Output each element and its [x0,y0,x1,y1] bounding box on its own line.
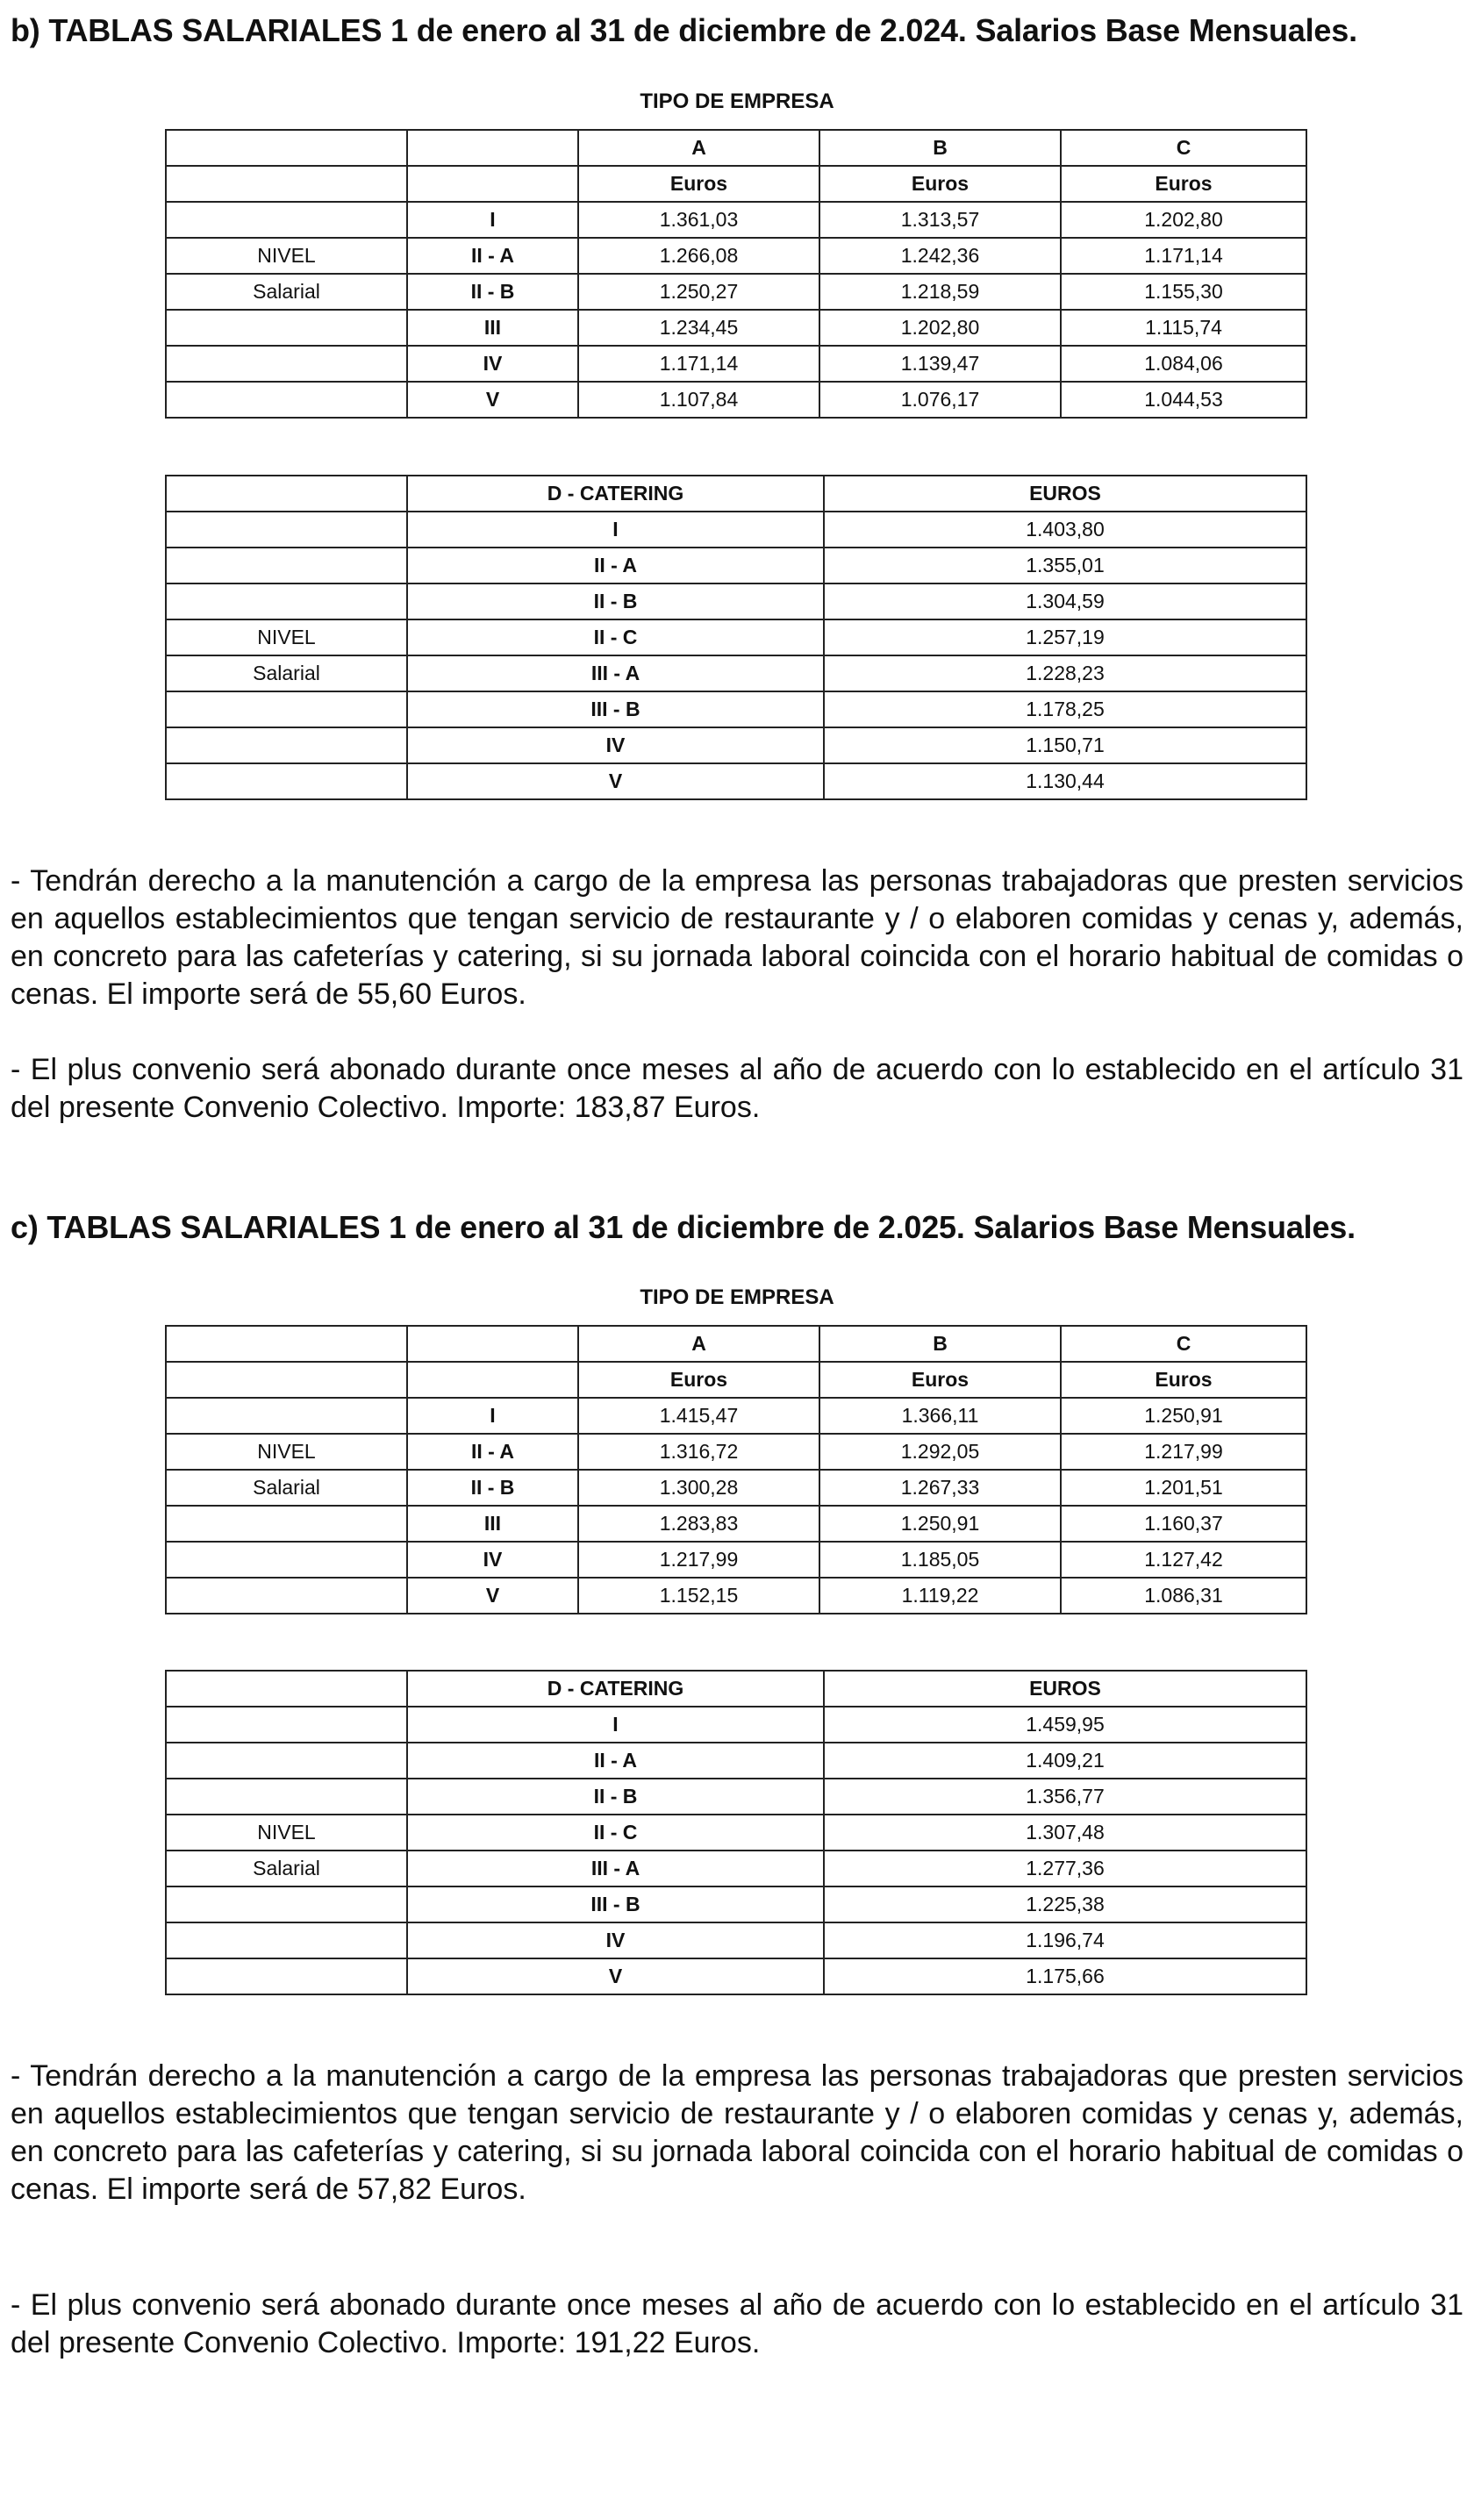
value-cell: 1.277,36 [824,1851,1306,1886]
table-row [166,274,1306,310]
value-cell: 1.127,42 [1061,1542,1306,1578]
level-cell: V [407,763,824,799]
level-cell: I [407,1398,578,1434]
table-row [166,727,1306,763]
value-cell: 1.217,99 [578,1542,819,1578]
value-cell: 1.283,83 [578,1506,819,1542]
row-label: Salarial [166,1851,407,1886]
value-cell: 1.171,14 [1061,238,1306,274]
table-row [166,1506,1306,1542]
row-label [166,1542,407,1578]
value-cell: 1.267,33 [819,1470,1061,1506]
level-cell: I [407,1707,824,1743]
table-row [166,583,1306,619]
section-c-tipo-empresa: TIPO DE EMPRESA [640,1285,834,1309]
empty-cell [166,1326,407,1362]
table-row [166,1398,1306,1434]
level-cell: IV [407,1542,578,1578]
level-cell: III - A [407,1851,824,1886]
row-label [166,727,407,763]
column-header: A [578,1326,819,1362]
value-cell: 1.218,59 [819,274,1061,310]
level-cell: II - C [407,619,824,655]
unit-header: Euros [1061,166,1306,202]
value-cell: 1.361,03 [578,202,819,238]
table-row [166,1743,1306,1779]
table-row [166,1779,1306,1815]
row-label [166,382,407,418]
row-label [166,1506,407,1542]
row-label [166,1922,407,1958]
value-cell: 1.130,44 [824,763,1306,799]
value-cell: 1.356,77 [824,1779,1306,1815]
section-c-table-abc [165,1325,1307,1614]
level-cell: IV [407,346,578,382]
value-cell: 1.152,15 [578,1578,819,1614]
section-b-manutencion-paragraph: - Tendrán derecho a la manutención a cargo de la empresa las personas trabajadoras que presten servicios en aquellos establecimientos que tengan servicio de restaurante y / o elaboren comidas y cenas y, además, en concreto para las cafeterías y catering, si su jornada laboral coincida con el horario habitual de comidas o cenas. El importe será de 55,60 Euros. [11,864,1463,1011]
value-cell: 1.307,48 [824,1815,1306,1851]
level-cell: II - B [407,1470,578,1506]
table-header-row [166,1326,1306,1362]
row-label: Salarial [166,274,407,310]
row-label [166,548,407,583]
table-row [166,691,1306,727]
value-cell: 1.160,37 [1061,1506,1306,1542]
row-label: NIVEL [166,619,407,655]
level-cell: II - B [407,583,824,619]
row-label [166,1707,407,1743]
value-cell: 1.201,51 [1061,1470,1306,1506]
unit-header: Euros [819,1362,1061,1398]
level-cell: II - B [407,1779,824,1815]
value-cell: 1.415,47 [578,1398,819,1434]
row-label: Salarial [166,1470,407,1506]
section-b-tipo-empresa: TIPO DE EMPRESA [640,89,834,113]
value-cell: 1.119,22 [819,1578,1061,1614]
value-cell: 1.202,80 [1061,202,1306,238]
table-row [166,1434,1306,1470]
table-header-row [166,130,1306,166]
empty-cell [407,1362,578,1398]
column-header: B [819,130,1061,166]
section-b-table-catering [165,475,1307,800]
table-row [166,202,1306,238]
value-cell: 1.139,47 [819,346,1061,382]
empty-cell [407,166,578,202]
empty-cell [407,130,578,166]
section-c-manutencion-paragraph: - Tendrán derecho a la manutención a cargo de la empresa las personas trabajadoras que presten servicios en aquellos establecimientos que tengan servicio de restaurante y / o elaboren comidas y cenas y, además, en concreto para las cafeterías y catering, si su jornada laboral coincida con el horario habitual de comidas o cenas. El importe será de 57,82 Euros. [11,2059,1463,2206]
table-row [166,1542,1306,1578]
level-cell: II - A [407,1743,824,1779]
column-header: C [1061,130,1306,166]
section-c-plus-paragraph: - El plus convenio será abonado durante once meses al año de acuerdo con lo establecido en el artículo 31 del presente Convenio Colectivo. Importe: 191,22 Euros. [11,2288,1463,2359]
value-cell: 1.225,38 [824,1886,1306,1922]
table-row [166,1958,1306,1994]
value-cell: 1.044,53 [1061,382,1306,418]
row-label [166,1958,407,1994]
value-cell: 1.355,01 [824,548,1306,583]
value-cell: 1.196,74 [824,1922,1306,1958]
empty-cell [166,476,407,512]
section-c-table-catering [165,1670,1307,1995]
value-cell: 1.086,31 [1061,1578,1306,1614]
table-row [166,548,1306,583]
value-cell: 1.202,80 [819,310,1061,346]
table-row [166,1886,1306,1922]
value-cell: 1.234,45 [578,310,819,346]
table-row [166,655,1306,691]
column-header: EUROS [824,1671,1306,1707]
level-cell: I [407,512,824,548]
level-cell: III - A [407,655,824,691]
level-cell: II - B [407,274,578,310]
value-cell: 1.257,19 [824,619,1306,655]
level-cell: III [407,1506,578,1542]
value-cell: 1.150,71 [824,727,1306,763]
level-cell: IV [407,727,824,763]
row-label [166,512,407,548]
empty-cell [407,1326,578,1362]
column-header: A [578,130,819,166]
section-c-heading: c) TABLAS SALARIALES 1 de enero al 31 de diciembre de 2.025. Salarios Base Mensuales. [11,1209,1356,1245]
column-header: D - CATERING [407,476,824,512]
row-label [166,310,407,346]
level-cell: V [407,382,578,418]
section-b-plus-paragraph: - El plus convenio será abonado durante once meses al año de acuerdo con lo establecido en el artículo 31 del presente Convenio Colectivo. Importe: 183,87 Euros. [11,1053,1463,1124]
row-label [166,1886,407,1922]
table-row [166,1707,1306,1743]
level-cell: II - A [407,1434,578,1470]
table-header-row [166,1671,1306,1707]
value-cell: 1.076,17 [819,382,1061,418]
column-header: C [1061,1326,1306,1362]
level-cell: IV [407,1922,824,1958]
value-cell: 1.250,91 [819,1506,1061,1542]
unit-header: Euros [1061,1362,1306,1398]
row-label [166,202,407,238]
row-label [166,1743,407,1779]
level-cell: V [407,1578,578,1614]
table-row [166,1922,1306,1958]
table-row [166,382,1306,418]
table-header-row [166,476,1306,512]
value-cell: 1.115,74 [1061,310,1306,346]
table-row [166,310,1306,346]
column-header: B [819,1326,1061,1362]
table-row [166,1851,1306,1886]
row-label: NIVEL [166,1815,407,1851]
row-label [166,1398,407,1434]
unit-header: Euros [819,166,1061,202]
row-label [166,763,407,799]
row-label: Salarial [166,655,407,691]
section-b-table-abc [165,129,1307,419]
value-cell: 1.242,36 [819,238,1061,274]
unit-header: Euros [578,166,819,202]
empty-cell [166,166,407,202]
value-cell: 1.171,14 [578,346,819,382]
value-cell: 1.304,59 [824,583,1306,619]
value-cell: 1.217,99 [1061,1434,1306,1470]
row-label [166,1779,407,1815]
value-cell: 1.313,57 [819,202,1061,238]
value-cell: 1.266,08 [578,238,819,274]
table-units-row [166,166,1306,202]
level-cell: V [407,1958,824,1994]
value-cell: 1.316,72 [578,1434,819,1470]
value-cell: 1.366,11 [819,1398,1061,1434]
value-cell: 1.185,05 [819,1542,1061,1578]
value-cell: 1.409,21 [824,1743,1306,1779]
value-cell: 1.228,23 [824,655,1306,691]
level-cell: II - C [407,1815,824,1851]
level-cell: III [407,310,578,346]
column-header: EUROS [824,476,1306,512]
value-cell: 1.084,06 [1061,346,1306,382]
value-cell: 1.292,05 [819,1434,1061,1470]
row-label: NIVEL [166,1434,407,1470]
value-cell: 1.403,80 [824,512,1306,548]
value-cell: 1.155,30 [1061,274,1306,310]
table-row [166,1815,1306,1851]
row-label [166,691,407,727]
level-cell: I [407,202,578,238]
row-label [166,1578,407,1614]
level-cell: III - B [407,1886,824,1922]
value-cell: 1.178,25 [824,691,1306,727]
table-row [166,238,1306,274]
value-cell: 1.250,91 [1061,1398,1306,1434]
value-cell: 1.250,27 [578,274,819,310]
value-cell: 1.300,28 [578,1470,819,1506]
level-cell: II - A [407,238,578,274]
row-label: NIVEL [166,238,407,274]
empty-cell [166,130,407,166]
section-b-heading: b) TABLAS SALARIALES 1 de enero al 31 de diciembre de 2.024. Salarios Base Mensuales. [11,12,1357,48]
table-row [166,512,1306,548]
unit-header: Euros [578,1362,819,1398]
value-cell: 1.175,66 [824,1958,1306,1994]
row-label [166,346,407,382]
level-cell: III - B [407,691,824,727]
value-cell: 1.107,84 [578,382,819,418]
value-cell: 1.459,95 [824,1707,1306,1743]
empty-cell [166,1362,407,1398]
table-row [166,346,1306,382]
column-header: D - CATERING [407,1671,824,1707]
table-row [166,1470,1306,1506]
table-row [166,763,1306,799]
table-row [166,619,1306,655]
table-row [166,1578,1306,1614]
empty-cell [166,1671,407,1707]
table-units-row [166,1362,1306,1398]
row-label [166,583,407,619]
level-cell: II - A [407,548,824,583]
